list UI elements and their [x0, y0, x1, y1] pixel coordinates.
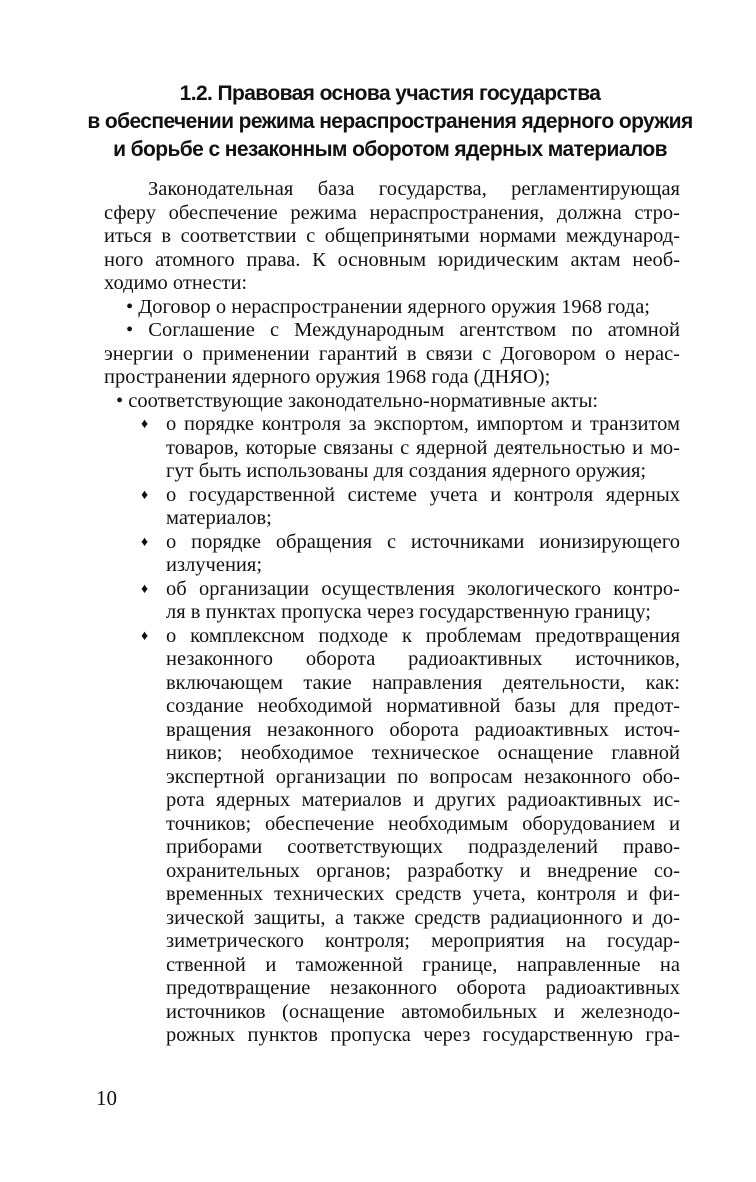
text-line: о порядке контроля за экспортом, импортом и транзитом — [166, 413, 680, 435]
text-line: незаконного оборота радиоактивных источников, — [166, 648, 680, 670]
text-line: сферу обеспечение режима нераспространения, должна стро- — [104, 201, 680, 224]
text-line: источников (оснащение автомобильных и железнодо- — [166, 1000, 680, 1023]
text-line: • Соглашение с Международным агентством по атомной — [126, 319, 680, 341]
text-line: ходимо отнести: — [104, 272, 248, 294]
sub-item-ecological-control — [104, 578, 680, 625]
sub-item-comprehensive-approach — [104, 625, 680, 1048]
text-line: • соответствующие законодательно-нормативные акты: — [116, 389, 599, 412]
text-line: Законодательная база государства, регламентирующая — [148, 178, 680, 200]
text-line: вращения незаконного оборота радиоактивных источ- — [166, 718, 680, 741]
text-line: зиметрического контроля; мероприятия на государ- — [166, 930, 680, 952]
heading-line: и борьбе с незаконным оборотом ядерных материалов — [113, 138, 667, 161]
text-line: ников; необходимое техническое оснащение главной — [166, 742, 680, 764]
page-body — [104, 178, 680, 1048]
text-line: материалов; — [166, 507, 272, 529]
section-heading — [80, 80, 700, 164]
bullet-item-iaea-agreement — [104, 319, 680, 390]
text-line: излучения; — [166, 554, 263, 576]
text-line: охранительных органов; разработку и внедрение со- — [166, 859, 680, 882]
text-line: об организации осуществления экологического контро- — [166, 577, 680, 600]
text-line: рота ядерных материалов и других радиоактивных ис- — [166, 789, 680, 811]
text-line: временных технических средств учета, контроля и фи- — [166, 883, 680, 905]
text-line: иться в соответствии с общепринятыми нормами международ- — [104, 225, 680, 247]
text-line: экспертной организации по вопросам незаконного обо- — [166, 765, 680, 788]
text-line: гут быть использованы для создания ядерного оружия; — [166, 460, 647, 482]
text-line: • Договор о нераспространении ядерного оружия 1968 года; — [126, 295, 650, 318]
text-line: ля в пунктах пропуска через государственную границу; — [166, 601, 651, 623]
heading-line: в обеспечении режима нераспространения ядерного оружия — [87, 110, 693, 133]
diamond-bullet-icon: ♦ — [141, 628, 149, 644]
text-line: создание необходимой нормативной базы для предот- — [166, 695, 680, 717]
text-line: о комплексном подходе к проблемам предотвращения — [166, 624, 680, 647]
diamond-bullet-icon: ♦ — [141, 417, 149, 432]
text-line: рожных пунктов пропуска через государственную гра- — [166, 1024, 680, 1046]
diamond-bullet-icon: ♦ — [141, 534, 149, 550]
text-line: пространении ядерного оружия 1968 года (ДНЯО); — [104, 366, 551, 388]
text-line: предотвращение незаконного оборота радиоактивных — [166, 977, 680, 999]
bullet-item-legal-acts — [104, 390, 680, 414]
text-line: приборами соответствующих подразделений право- — [166, 836, 680, 858]
text-line: зической защиты, а также средств радиационного и до- — [166, 906, 680, 929]
text-line: товаров, которые связаны с ядерной деятельностью и мо- — [166, 436, 680, 459]
text-line: ственной и таможенной границе, направленные на — [166, 953, 680, 976]
bullet-item-npt — [104, 296, 680, 320]
text-line: о государственной системе учета и контроля ядерных — [166, 483, 680, 506]
sub-item-accounting-system — [104, 484, 680, 531]
text-line: ного атомного права. К основным юридическим актам необ- — [104, 248, 680, 271]
diamond-bullet-icon: ♦ — [141, 487, 149, 503]
text-line: включающем такие направления деятельности, как: — [166, 671, 680, 694]
text-line: энергии о применении гарантий в связи с Договором о нерас- — [104, 342, 680, 365]
diamond-bullet-icon: ♦ — [141, 581, 149, 597]
page-number: 10 — [96, 1086, 117, 1110]
text-line: о порядке обращения с источниками ионизирующего — [166, 530, 680, 553]
heading-line: 1.2. Правовая основа участия государства — [179, 82, 601, 105]
sub-item-export-control — [104, 413, 680, 484]
sub-item-radiation-sources — [104, 531, 680, 578]
intro-paragraph — [104, 178, 680, 296]
text-line: точников; обеспечение необходимым оборудованием и — [166, 812, 680, 835]
